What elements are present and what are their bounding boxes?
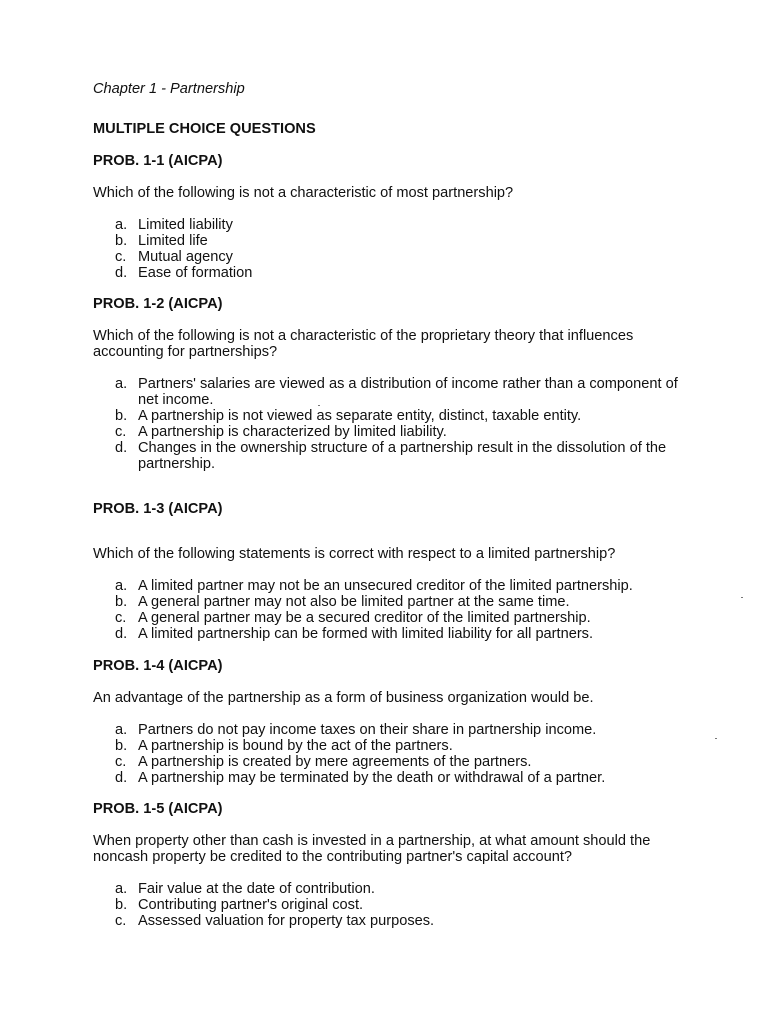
problem-1-3 [93,501,693,642]
option-letter: b. [115,594,128,610]
option-item [93,754,693,770]
option-text: Partners do not pay income taxes on their share in partnership income. [138,722,597,738]
option-letter: c. [115,913,127,929]
option-letter: d. [115,770,128,786]
option-item [93,217,693,233]
problem-1-2 [93,296,693,472]
option-item [93,881,693,897]
problem-1-5 [93,801,693,929]
option-letter: c. [115,249,127,265]
option-letter: a. [115,217,128,233]
option-text: A limited partnership can be formed with limited liability for all partners. [138,626,594,642]
scan-artifact [741,597,743,598]
option-text: A partnership is not viewed as separate entity, distinct, taxable entity. [138,408,582,424]
option-list [93,217,693,281]
option-item [93,265,693,281]
scan-artifact [715,738,717,739]
option-text: Assessed valuation for property tax purposes. [138,913,435,929]
option-item [93,913,693,929]
option-text: Ease of formation [138,265,253,281]
problem-heading: PROB. 1-2 (AICPA) [93,296,223,312]
option-item [93,626,693,642]
option-item [93,440,683,472]
option-text: A partnership is bound by the act of the partners. [138,738,453,754]
scan-artifact [318,405,320,406]
option-text: Mutual agency [138,249,233,265]
option-letter: d. [115,440,128,456]
option-list [93,578,693,642]
option-item [93,722,693,738]
option-text: Contributing partner's original cost. [138,897,364,913]
option-text: Fair value at the date of contribution. [138,881,375,897]
problem-heading: PROB. 1-4 (AICPA) [93,658,223,674]
option-letter: c. [115,424,127,440]
question-text: When property other than cash is invested in a partnership, at what amount should the noncash property be credited to the contributing partner's capital account? [93,833,651,865]
option-item [93,610,693,626]
option-text: Changes in the ownership structure of a partnership result in the dissolution of the partnership. [138,440,667,472]
option-text: A limited partner may not be an unsecured creditor of the limited partnership. [138,578,633,594]
problem-heading: PROB. 1-3 (AICPA) [93,501,223,517]
option-letter: b. [115,738,128,754]
option-letter: c. [115,754,127,770]
option-letter: a. [115,722,128,738]
option-letter: d. [115,626,128,642]
option-text: A partnership is created by mere agreements of the partners. [138,754,532,770]
problem-heading: PROB. 1-1 (AICPA) [93,153,223,169]
option-list [93,376,683,472]
option-item [93,376,683,408]
option-letter: b. [115,233,128,249]
option-letter: a. [115,376,128,392]
option-item [93,408,683,424]
option-letter: b. [115,408,128,424]
problem-1-4 [93,658,693,786]
option-text: A general partner may be a secured creditor of the limited partnership. [138,610,591,626]
option-item [93,578,693,594]
problem-1-1 [93,153,693,281]
option-text: A partnership may be terminated by the death or withdrawal of a partner. [138,770,606,786]
option-item [93,594,693,610]
option-item [93,233,693,249]
option-letter: a. [115,881,128,897]
option-letter: b. [115,897,128,913]
chapter-title: Chapter 1 - Partnership [93,81,245,97]
option-list [93,722,693,786]
question-text: An advantage of the partnership as a form of business organization would be. [93,690,594,706]
option-text: Limited life [138,233,208,249]
section-heading: MULTIPLE CHOICE QUESTIONS [93,121,316,137]
option-text: A general partner may not also be limited partner at the same time. [138,594,570,610]
option-list [93,881,693,929]
option-text: A partnership is characterized by limited liability. [138,424,447,440]
option-text: Limited liability [138,217,233,233]
option-item [93,738,693,754]
option-item [93,897,693,913]
question-text: Which of the following is not a characteristic of the proprietary theory that influences accounting for partnerships? [93,328,634,360]
problem-heading: PROB. 1-5 (AICPA) [93,801,223,817]
option-item [93,249,693,265]
option-item [93,770,693,786]
option-letter: d. [115,265,128,281]
question-text: Which of the following is not a characteristic of most partnership? [93,185,514,201]
question-text: Which of the following statements is correct with respect to a limited partnership? [93,546,616,562]
option-letter: c. [115,610,127,626]
option-letter: a. [115,578,128,594]
option-text: Partners' salaries are viewed as a distribution of income rather than a component of net income. [138,376,678,408]
option-item [93,424,683,440]
